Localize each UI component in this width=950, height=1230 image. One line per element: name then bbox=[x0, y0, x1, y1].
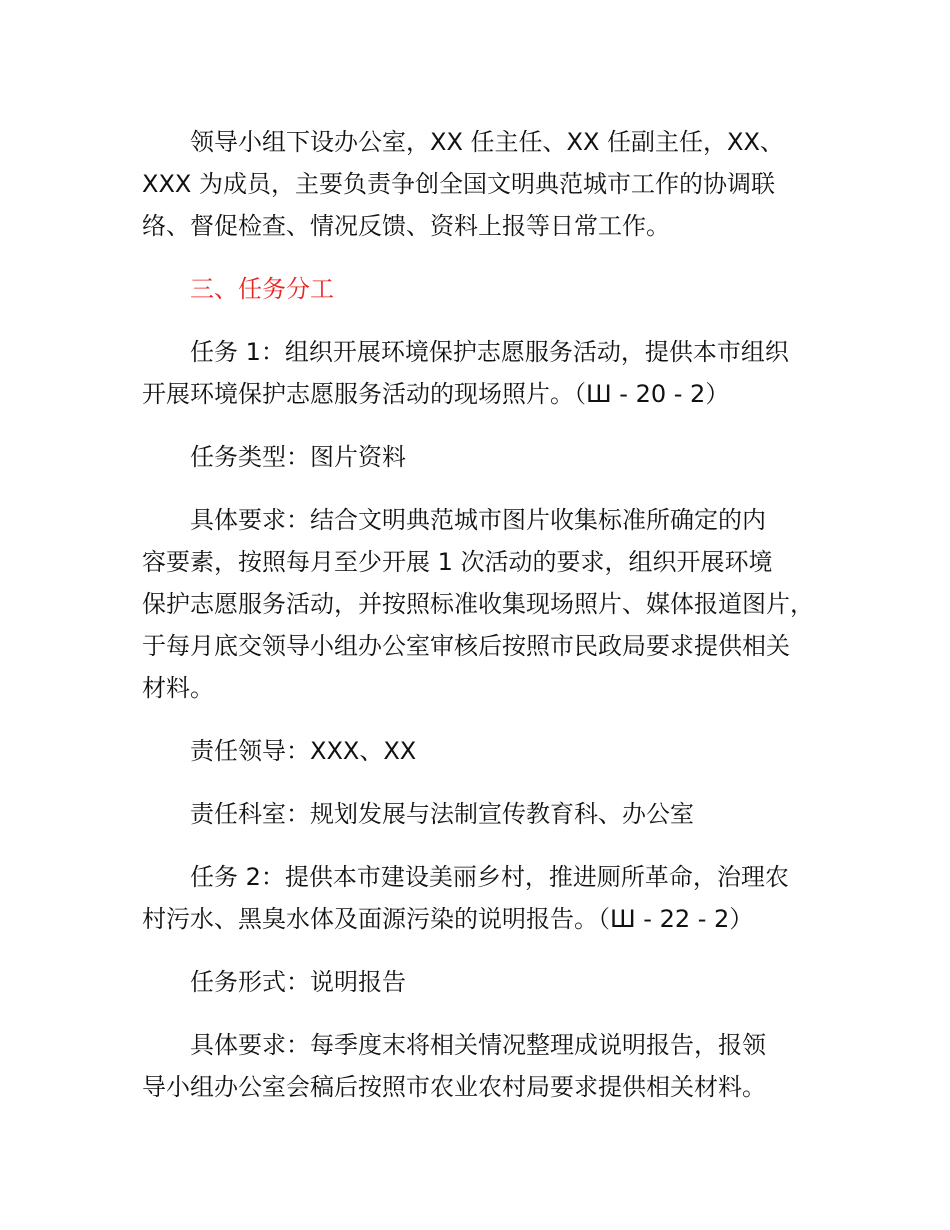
task-1-responsible-department: 责任科室：规划发展与法制宣传教育科、办公室 bbox=[190, 800, 694, 828]
paragraph-office-line-2: XXX 为成员，主要负责争创全国文明典范城市工作的协调联 bbox=[142, 170, 775, 198]
task-2-form: 任务形式：说明报告 bbox=[190, 968, 406, 996]
task-1-requirements-line-1: 具体要求：结合文明典范城市图片收集标准所确定的内 bbox=[190, 506, 766, 534]
task-1-requirements-line-3: 保护志愿服务活动，并按照标准收集现场照片、媒体报道图片， bbox=[142, 590, 814, 618]
task-1-description-line-1: 任务 1：组织开展环境保护志愿服务活动，提供本市组织 bbox=[190, 338, 789, 366]
task-2-description-line-2: 村污水、黑臭水体及面源污染的说明报告。（Ш - 22 - 2） bbox=[142, 905, 754, 933]
task-1-requirements-line-5: 材料。 bbox=[142, 674, 214, 702]
task-1-type: 任务类型：图片资料 bbox=[190, 443, 406, 471]
section-heading-task-division: 三、任务分工 bbox=[190, 275, 334, 303]
task-1-requirements-line-2: 容要素，按照每月至少开展 1 次活动的要求，组织开展环境 bbox=[142, 548, 773, 576]
task-2-requirements-line-1: 具体要求：每季度末将相关情况整理成说明报告，报领 bbox=[190, 1031, 766, 1059]
task-2-requirements-line-2: 导小组办公室会稿后按照市农业农村局要求提供相关材料。 bbox=[142, 1073, 766, 1101]
task-2-description-line-1: 任务 2：提供本市建设美丽乡村，推进厕所革命，治理农 bbox=[190, 863, 789, 891]
paragraph-office-line-3: 络、督促检查、情况反馈、资料上报等日常工作。 bbox=[142, 212, 670, 240]
task-1-description-line-2: 开展环境保护志愿服务活动的现场照片。（Ш - 20 - 2） bbox=[142, 380, 730, 408]
paragraph-office-line-1: 领导小组下设办公室，XX 任主任、XX 任副主任，XX、 bbox=[190, 128, 784, 156]
task-1-responsible-leader: 责任领导：XXX、XX bbox=[190, 737, 417, 765]
task-1-requirements-line-4: 于每月底交领导小组办公室审核后按照市民政局要求提供相关 bbox=[142, 632, 790, 660]
